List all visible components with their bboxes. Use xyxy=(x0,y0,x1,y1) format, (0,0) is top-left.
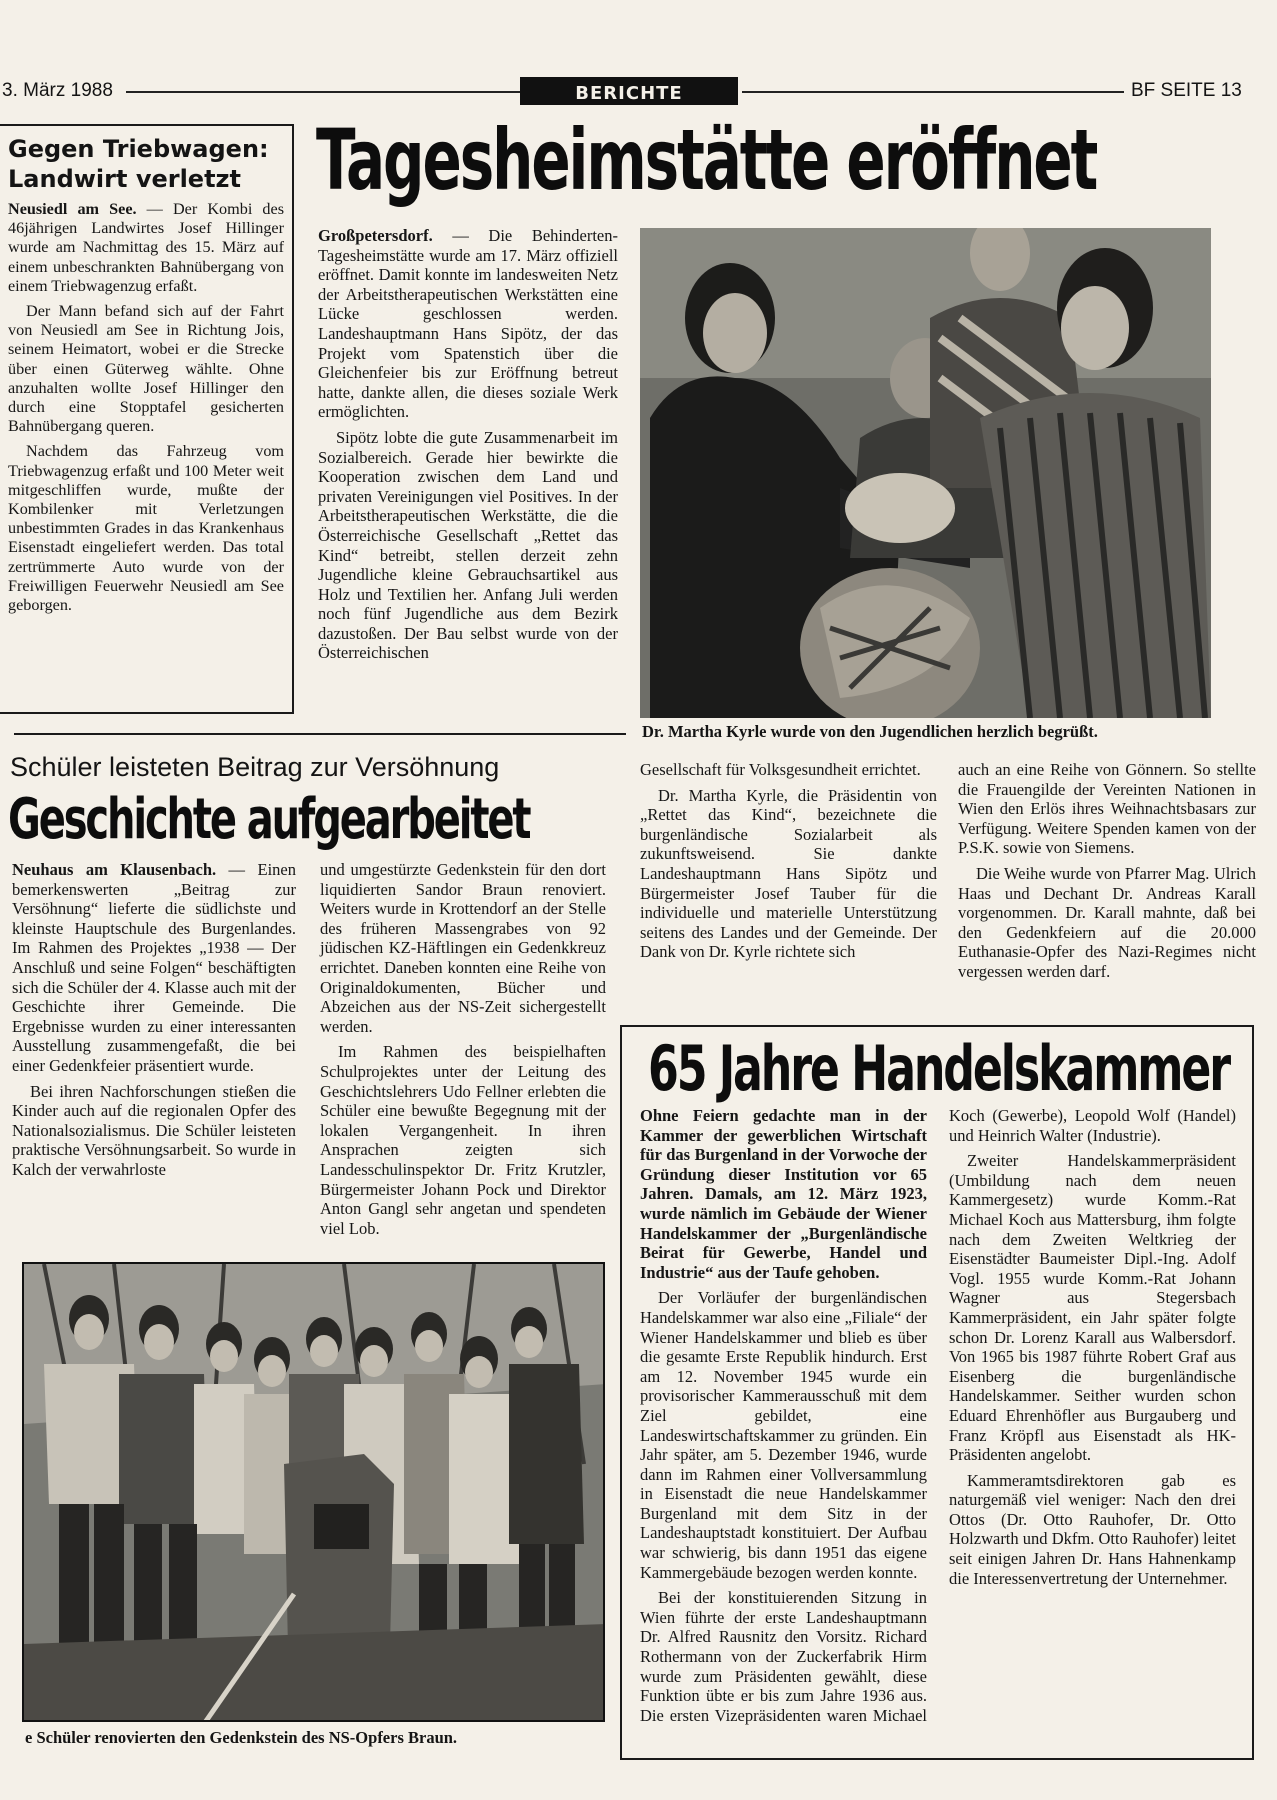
triebwagen-title-line2: Landwirt verletzt xyxy=(8,165,241,193)
geschichte-col1 xyxy=(12,860,296,1186)
schueler-photo-caption: e Schüler renovierten den Gedenkstein des NS-Opfers Braun. xyxy=(25,1728,458,1747)
tagesheim-p4: Dr. Martha Kyrle, die Präsidentin von „Rettet das Kind“, bezeichnete die burgenländische Sozialarbeit als zukunftsweisend. Sie dankte Landeshauptmann Hans Sipötz und Bürgermeister Josef Tauber für die individuelle und materielle Unterstützung seitens des Landes und der Gemeinde. Der Dank von Dr. Kyrle richtete sich xyxy=(640,785,937,962)
header-rule-left xyxy=(126,91,520,93)
tagesheim-p3: Gesellschaft für Volksgesundheit errichtet. xyxy=(640,760,921,779)
header-rule-right xyxy=(742,91,1124,93)
tagesheim-col2 xyxy=(640,760,937,968)
geschichte-headline: Geschichte aufgearbeitet xyxy=(8,787,530,852)
handelskammer-lead: Ohne Feiern gedachte man in der Kammer der gewerblichen Wirtschaft für das Burgenland in der Vorwoche der Gründung dieser Institution vor 65 Jahren. Damals, am 12. März 1923, wurde nämlich im Gebäude der Wiener Handelskammer der „Burgenländische Beirat für Gewerbe, Handel und Industrie“ aus der Taufe gehoben. xyxy=(640,1106,927,1282)
geschichte-p1: — Einen bemerkenswerten „Beitrag zur Versöhnung“ lieferte die südlichste und kleinste Hauptschule des Burgenlandes. Im Rahmen des Projektes „1938 — Der Anschluß und seine Folgen“ beschäftigten sich die Schüler der 4. Klasse auch mit der Geschichte ihrer Gemeinde. Die Ergebnisse wurden zu einer interessanten Ausstellung zusammengefaßt, die bei einer Gedenkfeier präsentiert wurde. xyxy=(12,860,296,1075)
tagesheim-p2: Sipötz lobte die gute Zusammenarbeit im Sozialbereich. Gerade hier bewirkte die Kooperation zwischen dem Land und privaten Vereinigungen viel Positives. In der Arbeitstherapeutischen Werkstätte, die die Österreichische Gesellschaft „Rettet das Kind“ betreibt, stellen derzeit zehn Jugendliche kleine Gebrauchsartikel aus Holz und Textilien her. Anfang Juli werden noch fünf Jugendliche aus dem Bezirk dazustoßen. Der Bau selbst wurde von der Österreichischen xyxy=(318,427,618,663)
handelskammer-p4: Kammeramtsdirektoren gab es naturgemäß viel weniger: Nach den drei Ottos (Dr. Otto Rauhofer, Dr. Otto Holzwarth und Dkfm. Otto Rauhofer) leitet seit einigen Jahren Dr. Hans Hahnenkamp die Interessenvertretung der Unternehmer. xyxy=(949,1470,1236,1588)
geschichte-kicker: Schüler leisteten Beitrag zur Versöhnung xyxy=(10,752,500,782)
page-number: BF SEITE 13 xyxy=(1131,80,1242,101)
kyrle-photo xyxy=(640,228,1211,718)
tagesheim-p5: auch an eine Reihe von Gönnern. So stellte die Frauengilde der Vereinten Nationen in Wien den Erlös ihres Weihnachtsbasars zur Verfügung. Weitere Spenden kamen von der P.S.K. sowie von Siemens. xyxy=(958,760,1256,858)
geschichte-p4: Im Rahmen des beispielhaften Schulprojektes unter der Leitung des Geschichtslehrers Udo Fellner erlebten die Schüler eine bewußte Begegnung mit der lokalen Vergangenheit. In ihren Ansprachen zeigten sich Landesschulinspektor Dr. Fritz Krutzler, Bürgermeister Johann Pock und Direktor Anton Gangl sehr angetan und spendeten viel Lob. xyxy=(320,1042,606,1238)
schueler-photo xyxy=(22,1262,605,1722)
handelskammer-text xyxy=(640,1106,1236,1752)
handelskammer-p2: Bei der konstituierenden Sitzung in Wien führte der erste Landeshauptmann Dr. Alfred Rausnitz den Vorsitz. Richard Rothermann von der Zuckerfabrik Hirm wurde zum Präsidenten gewählt, diese Funktion übte er bis zum Jahre 1936 aus. Die ersten Vizepräsidenten waren Michael Koch (Gewerbe), Leopold Wolf (Handel) und Heinrich Walter (Industrie). xyxy=(640,1106,1236,1725)
tagesheim-divider xyxy=(14,733,626,735)
tagesheim-col1 xyxy=(318,226,618,669)
tagesheim-lead: Großpetersdorf. xyxy=(318,226,433,245)
schueler-photo-scene xyxy=(24,1264,605,1722)
handelskammer-headline: 65 Jahre Handelskammer xyxy=(648,1032,1229,1105)
geschichte-p2: Bei ihren Nachforschungen stießen die Kinder auch auf die regionalen Opfer des Nationalsozialismus. Die Schüler leisteten praktische Versöhnungsarbeit. So wurde in Kalch der verwahrloste xyxy=(12,1081,296,1179)
triebwagen-body xyxy=(8,200,284,621)
tagesheim-headline: Tagesheimstätte eröffnet xyxy=(316,111,1097,209)
tagesheim-p1: — Die Behinderten-Tagesheimstätte wurde am 17. März offiziell eröffnet. Damit konnte im landesweiten Netz der Arbeitstherapeutischen Werkstätten eine Lücke geschlossen werden. Landeshauptmann Hans Sipötz, der das Projekt vom Spatenstich über die Gleichenfeier bis zur Eröffnung betreut hatte, dankte allen, die dieses soziale Werk ermöglichten. xyxy=(318,226,618,422)
triebwagen-title xyxy=(8,134,288,194)
triebwagen-p1: — Der Kombi des 46jährigen Landwirtes Josef Hillinger wurde am Nachmittag des 15. März auf einem unbeschrankten Bahnübergang von einem Triebwagenzug erfaßt. xyxy=(8,200,285,295)
triebwagen-p2: Der Mann befand sich auf der Fahrt von Neusiedl am See in Richtung Jois, seinem Heimatort, wobei er die Strecke über einen Güterweg wählte. Ohne anzuhalten wollte Josef Hillinger den durch eine Stopptafel gesicherten Bahnübergang queren. xyxy=(8,302,284,436)
handelskammer-p1: Der Vorläufer der burgenländischen Handelskammer war also eine „Filiale“ der Wiener Handelskammer und blieb es über die gesamte Erste Republik hindurch. Erst am 12. November 1945 wurde ein provisorischer Kammerausschuß mit dem Ziel gebildet, eine Landeswirtschaftskammer zu gründen. Ein Jahr später, am 5. Dezember 1946, wurde dann im Rahmen einer Vollversammlung in Eisenstadt die neue Handelskammer Burgenland mit dem Sitz in der Landeshauptstadt konstituiert. Der Aufbau war schwierig, bis dann 1951 das eigene Kammergebäude bezogen werden konnte. xyxy=(640,1288,927,1582)
geschichte-p3: und umgestürzte Gedenkstein für den dort liquidierten Sandor Braun renoviert. Weiters wurde in Krottendorf an der Stelle des früheren Massengrabes von 92 jüdischen KZ-Häftlingen ein Gedenkkreuz errichtet. Daneben konnten eine Reihe von Originaldokumenten, Bücher und Abzeichen aus der NS-Zeit sichergestellt werden. xyxy=(320,860,606,1036)
tagesheim-col3 xyxy=(958,760,1256,988)
handelskammer-columns xyxy=(640,1106,1236,1752)
triebwagen-lead: Neusiedl am See. xyxy=(8,200,137,218)
section-label: BERICHTE xyxy=(520,77,738,105)
triebwagen-p3: Nachdem das Fahrzeug vom Triebwagenzug erfaßt und 100 Meter weit mitgeschliffen wurde, mußte der Kombilenker mit Verletzungen unbestimmten Grades in das Krankenhaus Eisenstadt eingeliefert werden. Das total zertrümmerte Auto wurde von der Freiwilligen Feuerwehr Neusiedl am See geborgen. xyxy=(8,442,284,615)
geschichte-lead: Neuhaus am Klausenbach. xyxy=(12,860,217,879)
page-date: 3. März 1988 xyxy=(2,80,113,101)
kyrle-photo-scene xyxy=(640,228,1211,718)
handelskammer-p3: Zweiter Handelskammerpräsident (Umbildung nach dem neuen Kammergesetz) wurde Komm.-Rat Michael Koch aus Mattersburg, ihm folgte nach dem Zweiten Weltkrieg der Eisenstädter Baumeister Dipl.-Ing. Adolf Vogl. 1955 wurde Komm.-Rat Johann Wagner aus Stegersbach Kammerpräsident, ein Jahr später folgte schon Dr. Lorenz Karall aus Walbersdorf. Von 1965 bis 1987 führte Robert Graf aus Eisenberg die burgenländische Handelskammer. Seither wurden schon Eduard Ehrenhöfler aus Burgauberg und Franz Kröpfl aus Eisenstadt als HK-Präsidenten angelobt. xyxy=(949,1151,1236,1465)
triebwagen-title-line1: Gegen Triebwagen: xyxy=(8,135,269,163)
kyrle-photo-caption: Dr. Martha Kyrle wurde von den Jugendlichen herzlich begrüßt. xyxy=(642,722,1098,741)
tagesheim-p6: Die Weihe wurde von Pfarrer Mag. Ulrich Haas und Dechant Dr. Andreas Karall vorgenommen. Dr. Karall mahnte, daß bei den Gedenkfeiern auf die 20.000 Euthanasie-Opfer des Nazi-Regimes nicht vergessen werden darf. xyxy=(958,863,1256,981)
geschichte-col2 xyxy=(320,860,606,1244)
